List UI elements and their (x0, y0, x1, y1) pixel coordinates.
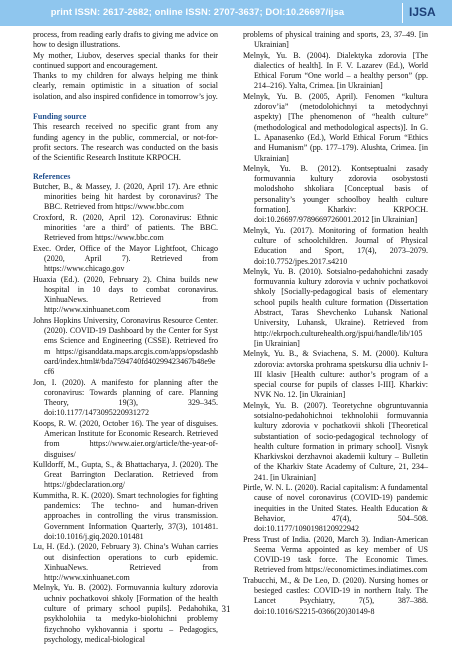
reference-item: Press Trust of India. (2020, March 3). Indian-American Seema Verma appointed as key member of US COVID-19 task force. The Economic Times. Retrieved from https://economictimes.indiatimes.com (243, 534, 428, 575)
reference-item: Melnyk, Yu. B. (2002). Formuvannia kultury zdorovia uchniv pochatkovoi shkoly [Formation of the health culture of primary school pupils]. Pedahohika, psykholohiia ta medyko-biolohichni problemy fizychnoho vykhovannia i sportu – Pedagogics, psychology, medical-biological (33, 583, 218, 644)
reference-item: Melnyk, Yu. (2017). Monitoring of formation health culture of schoolchildren. Journal of Physical Education and Sport, 17(4), 2073–2079. doi:10.7752/jpes.2017.s4210 (243, 225, 428, 266)
reference-item: Johns Hopkins University, Coronavirus Resource Center. (2020). COVID-19 Dashboard by the Center for Systems Science and Engineering (CSSE). Retrieved from https://gisanddata.maps.arcgis.com/apps/opsdashboard/index.html#/bda7594740fd40299423467b48e9ecf6 (33, 315, 218, 377)
right-column (243, 30, 428, 617)
journal-header-bar (0, 0, 452, 26)
header-separator (402, 3, 403, 23)
acknowledgment-paragraph: process, from reading early drafts to giving me advice on how to design illustrations. (33, 30, 218, 50)
reference-item: problems of physical training and sports, 23, 37–49. [in Ukrainian] (243, 30, 428, 50)
reference-item: Melnyk, Yu. B. (2010). Sotsialno-pedahohichni zasady formuvannia kultury zdorovia v uchniv pochatkovoi shkoly [Socially-pedagogical basis of elementary school pupils health culture formation (Dissertation Abstract, Taras Shevchenko Luhansk National University, Luhansk, Ukraine). Retrieved from http://ekrpoch.culturehealth.org/jspui/handle/lib/105 [in Ukrainian] (243, 266, 428, 348)
reference-item: Lu, H. (Ed.). (2020, February 3). China’s Wuhan carries out disinfection operations to curb epidemic. XinhuaNews. Retrieved from http://www.xinhuanet.com (33, 542, 218, 583)
reference-item: Jon, I. (2020). A manifesto for planning after the coronavirus: Towards planning of care. Planning Theory, 19(3), 329–345. doi:10.1177/1473095220931272 (33, 377, 218, 418)
reference-item: Kulldorff, M., Gupta, S., & Bhattacharya, J. (2020). The Great Barrington Declaration. Retrieved from https://gbdeclaration.org/ (33, 459, 218, 490)
reference-item: Melnyk, Yu. B. (2007). Teoretychne obgruntuvannia sotsialno-pedahohichnoi tekhnolohii formuvannia kultury zdorovia v pochatkovii shkoli [Theoretical substantiation of socio-pedagogical technology of health culture formation in primary school]. Visnyk Kharkivskoi derzhavnoi akademii kultury – Bulletin of the Kharkiv State Academy of Culture, 21, 234–241. [in Ukrainian] (243, 400, 428, 482)
page-number: 31 (221, 604, 231, 614)
reference-item: Croxford, R. (2020, April 12). Coronavirus: Ethnic minorities ‘are a third’ of patients. The BBC. Retrieved from https://www.bbc.com (33, 212, 218, 243)
reference-item: Melnyk, Yu. B. (2004). Dialektyka zdorovia [The dialectics of health]. In F. V. Lazarev (Ed.), World Ethical Forum “One world – a healthy person” (pp. 214–216). Yalta, Crimea. [in Ukrainian] (243, 50, 428, 91)
reference-item: Trabucchi, M., & De Leo, D. (2020). Nursing homes or besieged castles: COVID-19 in northern Italy. The Lancet Psychiatry, 7(5), 387–388. doi:10.1016/S2215-0366(20)30149-8 (243, 575, 428, 616)
reference-item: Exec. Order, Office of the Mayor Lightfoot, Chicago (2020, April 7). Retrieved from https://www.chicago.gov (33, 243, 218, 274)
reference-item: Melnyk, Yu. B. (2005, April). Fenomen “kultura zdorov’ia” (metodolohichnyi ta metodychnyi aspekty) [The phenomenon of “health culture” (methodological and methodological aspects)]. In G. L. Apanasenko (Ed.), World Ethical Forum “Ethics and Humanism” (pp. 177–179). Alushta, Crimea. [in Ukrainian] (243, 91, 428, 163)
acknowledgment-paragraph: My mother, Liubov, deserves special thanks for their continued support and encouragement. (33, 50, 218, 70)
reference-item: Pirtle, W. N. L. (2020). Racial capitalism: A fundamental cause of novel coronavirus (COVID-19) pandemic inequities in the United States. Health Education & Behavior, 47(4), 504–508. doi:10.1177/1090198120922942 (243, 483, 428, 534)
funding-heading: Funding source (33, 112, 87, 122)
reference-item: Butcher, B., & Massey, J. (2020, April 17). Are ethnic minorities being hit hardest by coronavirus? The BBC. Retrieved from https://www.bbc.com (33, 181, 218, 212)
reference-item: Kummitha, R. K. (2020). Smart technologies for fighting pandemics: The techno- and human-driven approaches in controlling the virus transmission. Government Information Quarterly, 37(3), 101481. doi:10.1016/j.giq.2020.101481 (33, 490, 218, 541)
reference-item: Huaxia (Ed.). (2020, February 2). China builds new hospital in 10 days to combat coronavirus. XinhuaNews. Retrieved from http://www.xinhuanet.com (33, 274, 218, 315)
left-column (33, 30, 218, 645)
funding-text: This research received no specific grant from any funding agency in the public, commercial, or not-for-profit sectors. The research was conducted on the basis of the Scientific Research Institute KRPOCH. (33, 122, 218, 163)
references-heading: References (33, 171, 71, 181)
reference-item: Koops, R. W. (2020, October 16). The year of disguises. American Institute for Economic Research. Retrieved from https://www.aier.org/article/the-year-of-disguises/ (33, 418, 218, 459)
reference-item: Melnyk, Yu. B. (2012). Kontseptualni zasady formuvannia kultury zdorovia osobystosti molodshoho shkoliara [Conceptual basis of personality’s younger schoolboy health culture formation]. Kharkiv: KRPOCH. doi:10.26697/9789669726001.2012 [in Ukrainian] (243, 163, 428, 225)
journal-logo: IJSA (409, 5, 436, 19)
acknowledgment-paragraph: Thanks to my children for always helping me think clearly, remain optimistic in a situation of social isolation, and also inspired confidence in tomorrow’s joy. (33, 71, 218, 101)
reference-item: Melnyk, Yu. B., & Sviachena, S. M. (2000). Kultura zdorovia: avtorska prohrama spetskursu dlia uchniv I-III klasiv [Health culture: author’s program of a special course for pupils of classes I-III]. Kharkiv: NVK No. 12. [in Ukrainian] (243, 349, 428, 400)
issn-doi-text: print ISSN: 2617-2682; online ISSN: 2707-3637; DOI:10.26697/ijsa (50, 6, 345, 17)
